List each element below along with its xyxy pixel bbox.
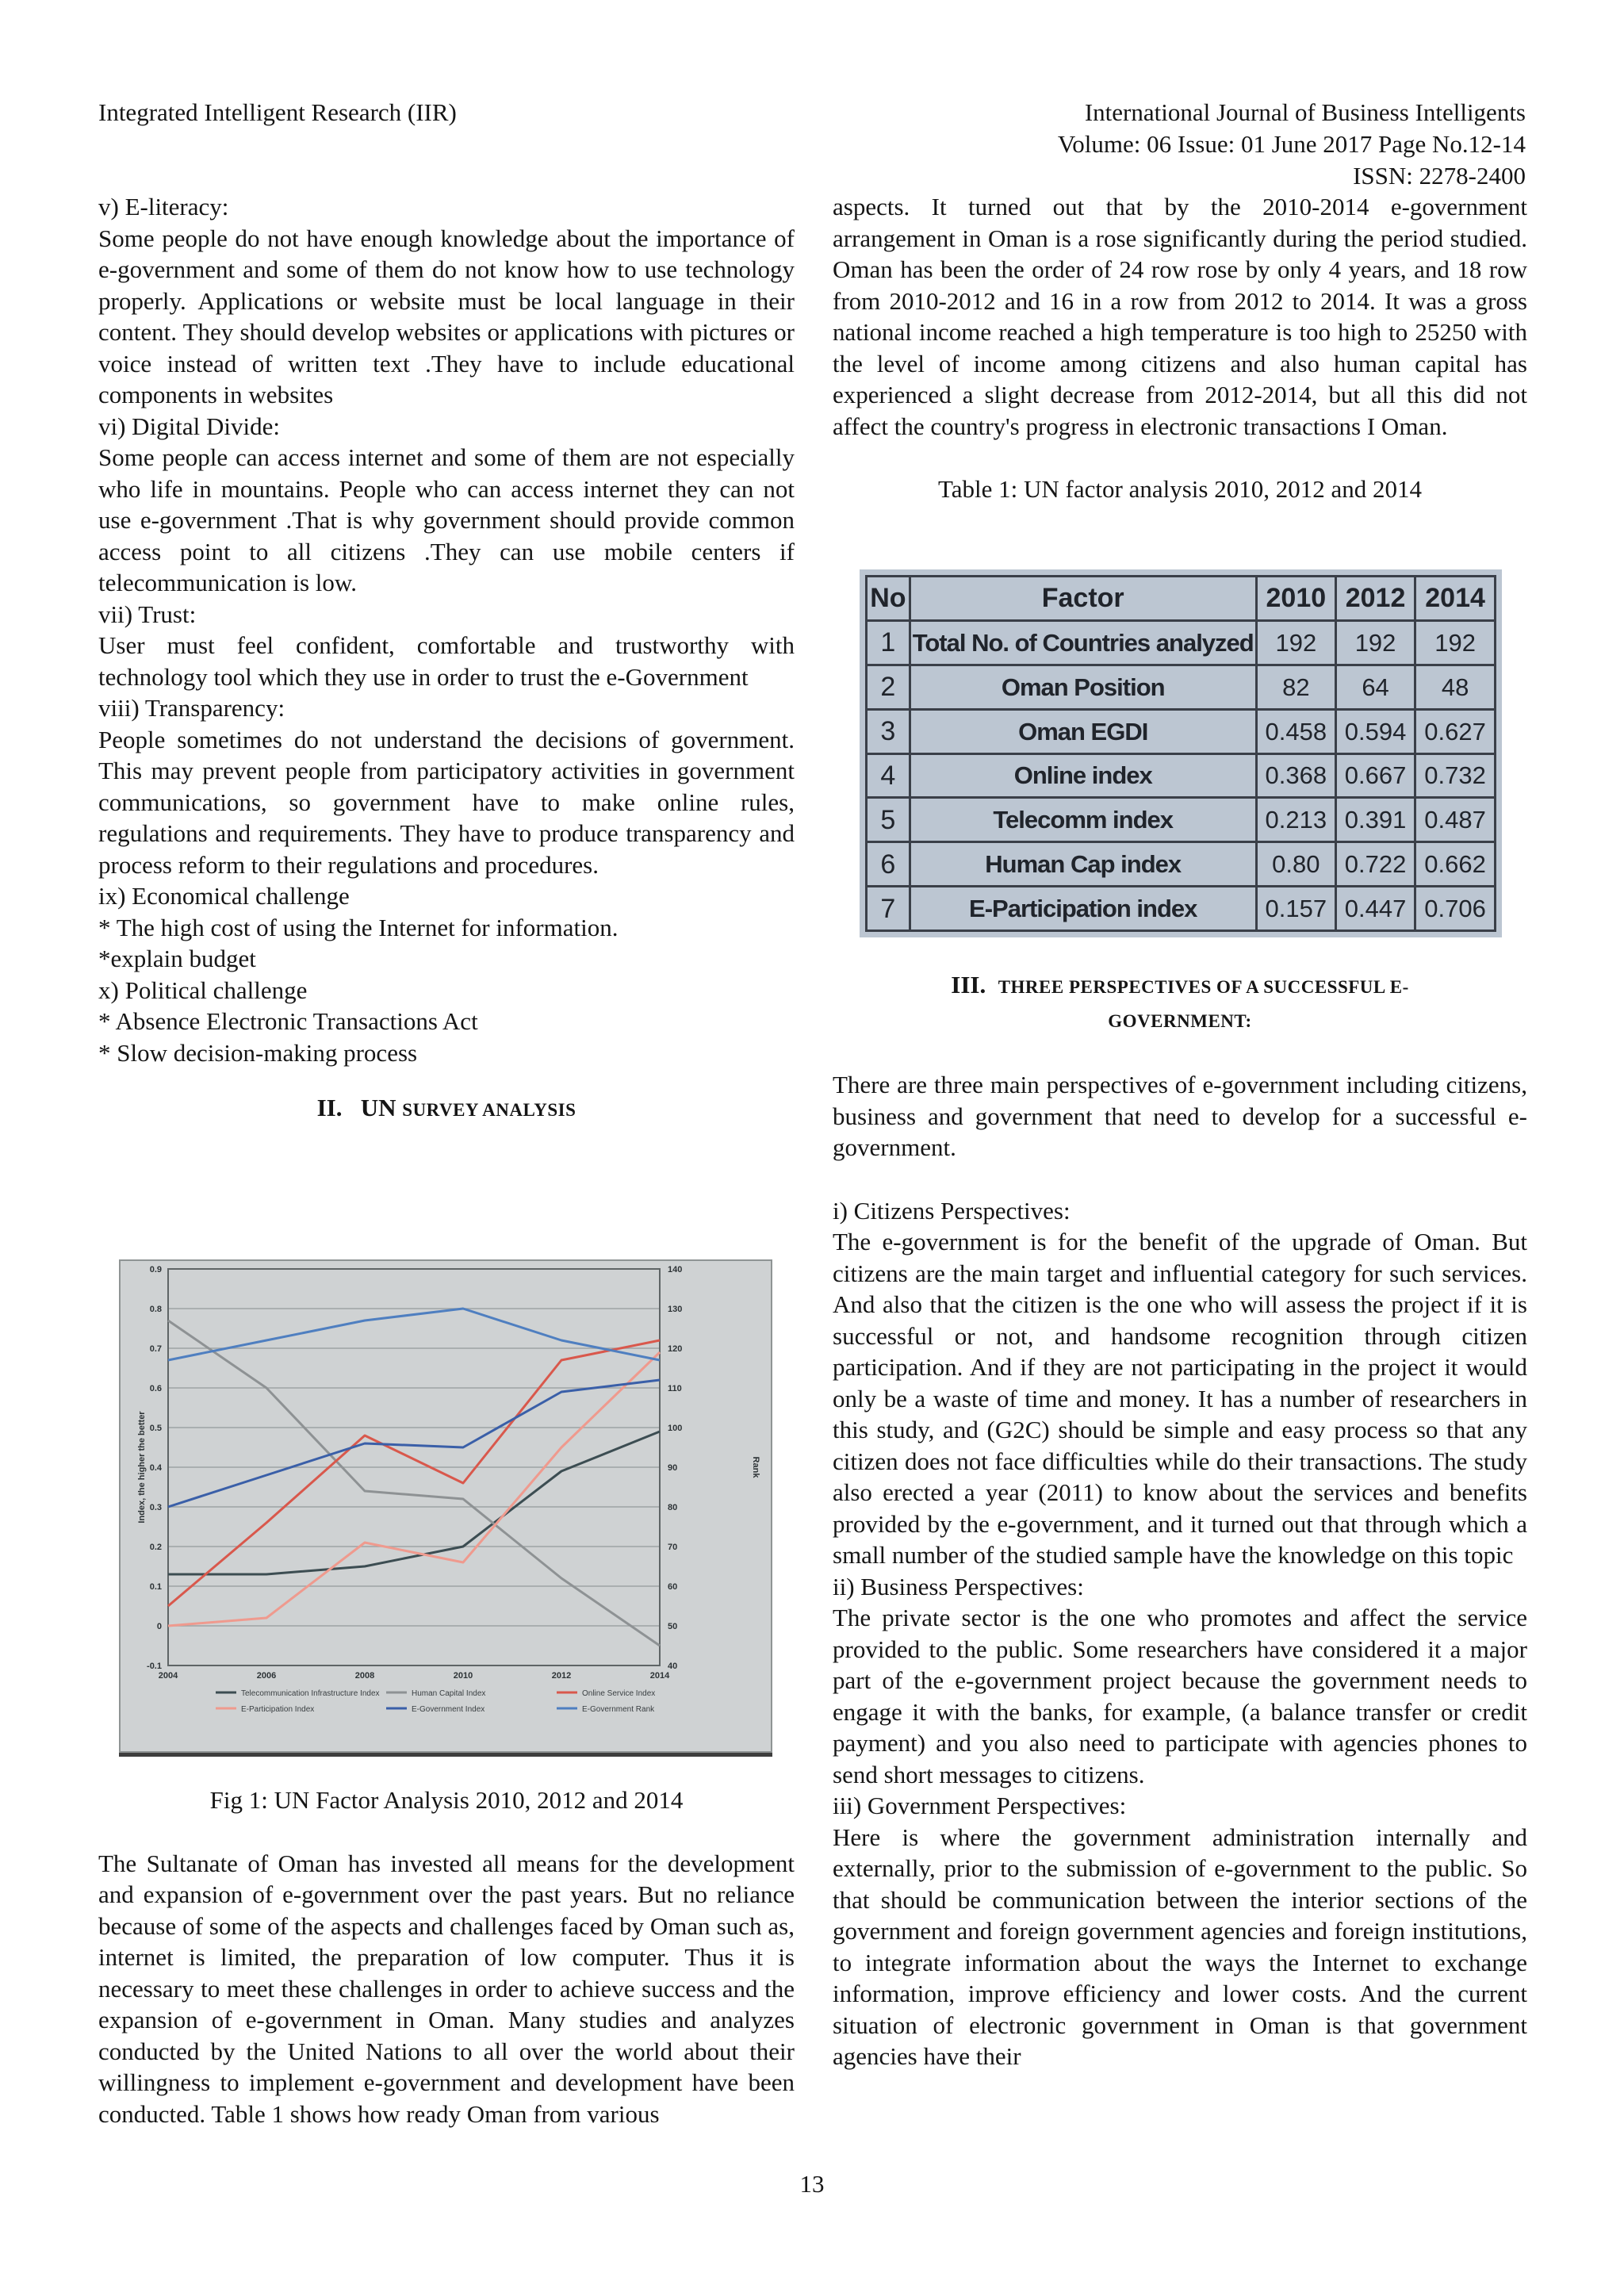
right-column-upper <box>833 191 1527 505</box>
cell-2012: 0.391 <box>1335 798 1415 842</box>
cell-2012: 0.667 <box>1335 753 1415 798</box>
un-factor-line-chart <box>121 1261 771 1751</box>
economical-item: *explain budget <box>98 945 256 972</box>
cell-factor: Oman Position <box>910 665 1256 709</box>
left-column <box>98 191 795 1126</box>
header-factor: Factor <box>910 577 1256 621</box>
challenge-body: Some people do not have enough knowledge about the importance of e-government and some of them do not know how to use technology properly. Applications or website must be local language in their content. They should develop websites or applications with pictures or voice instead of written text .They have to include educational components in websites <box>98 224 795 408</box>
right-column-lower <box>833 969 1527 2072</box>
cell-2010: 0.157 <box>1256 887 1335 931</box>
section-2-title <box>98 1092 795 1126</box>
cell-factor: Oman EGDI <box>910 709 1256 753</box>
y-tick-label: 0.5 <box>149 1424 162 1433</box>
y2-tick-label: 80 <box>668 1503 678 1512</box>
legend-label: Telecommunication Infrastructure Index <box>241 1689 380 1698</box>
table-1-caption: Table 1: UN factor analysis 2010, 2012 and 2014 <box>938 475 1422 503</box>
cell-2012: 0.722 <box>1335 842 1415 887</box>
table-1-photo <box>860 569 1502 937</box>
journal-series-header: Integrated Intelligent Research (IIR) <box>98 98 457 126</box>
cell-2012: 192 <box>1335 620 1415 665</box>
cell-2010: 0.458 <box>1256 709 1335 753</box>
political-item: * Absence Electronic Transactions Act <box>98 1007 478 1035</box>
cell-no: 7 <box>867 887 910 931</box>
cell-2014: 0.662 <box>1415 842 1496 887</box>
page-number: 13 <box>799 2170 825 2198</box>
economical-item: * The high cost of using the Internet for information. <box>98 913 619 941</box>
left-column-lower <box>98 1784 795 2129</box>
y-tick-label: 0.9 <box>149 1265 162 1274</box>
legend-label: E-Government Rank <box>582 1705 655 1714</box>
journal-info-header <box>1058 97 1526 192</box>
cell-no: 4 <box>867 753 910 798</box>
cell-2012: 64 <box>1335 665 1415 709</box>
header-2010: 2010 <box>1256 577 1335 621</box>
cell-no: 2 <box>867 665 910 709</box>
section-3-title <box>833 969 1527 1037</box>
series-line <box>168 1352 660 1626</box>
table-row <box>867 798 1496 842</box>
cell-factor: E-Participation index <box>910 887 1256 931</box>
y-tick-label: 0.1 <box>149 1582 162 1592</box>
y2-tick-label: 60 <box>668 1582 678 1592</box>
cell-2014: 192 <box>1415 620 1496 665</box>
section-2-title-first: UN <box>360 1094 396 1121</box>
legend-label: Online Service Index <box>582 1689 656 1698</box>
table-row <box>867 620 1496 665</box>
table-row <box>867 887 1496 931</box>
legend-label: Human Capital Index <box>412 1689 486 1698</box>
series-line <box>168 1380 660 1507</box>
series-line <box>168 1309 660 1360</box>
y2-tick-label: 50 <box>668 1622 678 1631</box>
header-2014: 2014 <box>1415 577 1496 621</box>
y2-tick-label: 70 <box>668 1543 678 1552</box>
section-3-title-line2: GOVERNMENT: <box>1108 1011 1252 1031</box>
header-2012: 2012 <box>1335 577 1415 621</box>
challenge-heading: vii) Trust: <box>98 600 197 628</box>
journal-title: International Journal of Business Intelligents <box>1084 98 1526 126</box>
cell-2010: 0.368 <box>1256 753 1335 798</box>
political-heading: x) Political challenge <box>98 976 308 1004</box>
un-factor-table <box>865 575 1496 932</box>
cell-no: 1 <box>867 620 910 665</box>
journal-volume-issue: Volume: 06 Issue: 01 June 2017 Page No.12-14 <box>1057 130 1526 158</box>
cell-no: 5 <box>867 798 910 842</box>
y-tick-label: -0.1 <box>147 1662 162 1671</box>
y2-tick-label: 40 <box>668 1662 678 1671</box>
cell-2010: 0.213 <box>1256 798 1335 842</box>
perspective-body: The e-government is for the benefit of the upgrade of Oman. But citizens are the main target and influential category for such services. And also that the citizen is the one who will assess the project if it is successful or not, and handsome recognition through citizen participation. And if they are not participating in the project it would only be a waste of time and money. It has a number of researchers in this study, and (G2C) should be simple and easy process so that any citizen does not face difficulties while do their transactions. The study also erected a year (2011) to know about the services and benefits provided by the e-government, and it turned out that through which a small number of the studied sample have the knowledge on this topic <box>833 1228 1527 1569</box>
cell-2014: 48 <box>1415 665 1496 709</box>
y-tick-label: 0 <box>156 1622 162 1631</box>
table-row <box>867 753 1496 798</box>
perspective-heading: ii) Business Perspectives: <box>833 1572 1084 1600</box>
journal-issn: ISSN: 2278-2400 <box>1353 162 1526 190</box>
y-tick-label: 0.2 <box>149 1543 162 1552</box>
challenge-body: User must feel confident, comfortable and trustworthy with technology tool which they use in order to trust the e-Government <box>98 631 795 691</box>
cell-factor: Telecomm index <box>910 798 1256 842</box>
y2-tick-label: 120 <box>668 1344 683 1354</box>
perspectives-intro: There are three main perspectives of e-government including citizens, business and government that need to develop for a successful e-government. <box>833 1071 1527 1161</box>
cell-2014: 0.487 <box>1415 798 1496 842</box>
y-tick-label: 0.4 <box>149 1463 162 1473</box>
cell-2014: 0.706 <box>1415 887 1496 931</box>
oman-investment-paragraph: The Sultanate of Oman has invested all means for the development and expansion of e-government over the past years. But no reliance because of some of the aspects and challenges faced by Oman such as, internet is limited, the preparation of low computer. Thus it is necessary to meet these challenges in order to achieve success and the expansion of e-government in Oman. Many studies and analyzes conducted by the United Nations to all over the world about their willingness to implement e-government and development have been conducted. Table 1 shows how ready Oman from various <box>98 1849 795 2128</box>
y2-tick-label: 100 <box>668 1424 683 1433</box>
x-tick-label: 2012 <box>551 1671 572 1681</box>
cell-factor: Human Cap index <box>910 842 1256 887</box>
legend-label: E-Government Index <box>412 1705 485 1714</box>
political-item: * Slow decision-making process <box>98 1038 418 1067</box>
series-line <box>168 1340 660 1606</box>
cell-2012: 0.447 <box>1335 887 1415 931</box>
cell-factor: Total No. of Countries analyzed <box>910 620 1256 665</box>
cell-no: 3 <box>867 709 910 753</box>
cell-2014: 0.732 <box>1415 753 1496 798</box>
x-tick-label: 2008 <box>354 1671 375 1681</box>
cell-factor: Online index <box>910 753 1256 798</box>
cell-2012: 0.594 <box>1335 709 1415 753</box>
y2-tick-label: 130 <box>668 1305 683 1314</box>
y2-tick-label: 110 <box>668 1384 682 1393</box>
perspective-body: The private sector is the one who promotes and affect the service provided to the public. Some researchers have considered it a major part of the e-government project because the government needs to engage it with the banks, for example, (a balance transfer or credit payment) and you also need to participate with agencies phones to send short messages to citizens. <box>833 1604 1527 1788</box>
y2-tick-label: 90 <box>668 1463 678 1473</box>
challenge-heading: viii) Transparency: <box>98 694 285 722</box>
y2-axis-label: Rank <box>751 1456 760 1478</box>
x-tick-label: 2004 <box>158 1671 178 1681</box>
x-tick-label: 2010 <box>453 1671 473 1681</box>
y-tick-label: 0.6 <box>149 1384 162 1393</box>
perspective-body: Here is where the government administration internally and externally, prior to the submission of e-government to the public. So that should be communication between the interior sections of the government and foreign government agencies and foreign institutions, to integrate information about the ways the Internet to exchange information, improve efficiency and lower costs. And the current situation of electronic government in Oman is that government agencies have their <box>833 1823 1527 2070</box>
section-3-title-line1: THREE PERSPECTIVES OF A SUCCESSFUL E- <box>998 977 1409 997</box>
perspective-heading: iii) Government Perspectives: <box>833 1792 1127 1819</box>
table-row <box>867 709 1496 753</box>
section-3-numeral: III. <box>951 971 986 999</box>
challenge-body: Some people can access internet and some of them are not especially who life in mountains. People who can access internet they can not use e-government .That is why government should provide common access point to all citizens .They can use mobile centers if telecommunication is low. <box>98 443 795 596</box>
table-header-row <box>867 577 1496 621</box>
cell-no: 6 <box>867 842 910 887</box>
section-2-numeral: II. <box>316 1094 343 1121</box>
table-row <box>867 665 1496 709</box>
y-tick-label: 0.8 <box>149 1305 162 1314</box>
legend-label: E-Participation Index <box>241 1705 315 1714</box>
table-row <box>867 842 1496 887</box>
challenge-heading: v) E-literacy: <box>98 193 229 220</box>
cell-2014: 0.627 <box>1415 709 1496 753</box>
figure-bottom-rule <box>119 1753 772 1757</box>
economical-heading: ix) Economical challenge <box>98 882 350 910</box>
continuation-paragraph: aspects. It turned out that by the 2010-2014 e-government arrangement in Oman is a rose significantly during the period studied. Oman has been the order of 24 row rose by only 4 years, and 18 row from 2010-2012 and 16 in a row from 2012 to 2014. It was a gross national income reached a high temperature is too high to 25250 with the level of income among citizens and also human capital has experienced a slight decrease from 2012-2014, but all this did not affect the country's progress in electronic transactions I Oman. <box>833 193 1527 440</box>
figure-1-caption: Fig 1: UN Factor Analysis 2010, 2012 and 2014 <box>209 1786 684 1814</box>
section-2-title-rest: SURVEY ANALYSIS <box>402 1100 576 1120</box>
challenge-heading: vi) Digital Divide: <box>98 412 281 440</box>
perspective-heading: i) Citizens Perspectives: <box>833 1196 1071 1225</box>
y2-tick-label: 140 <box>668 1265 683 1274</box>
x-tick-label: 2006 <box>256 1671 277 1681</box>
y-tick-label: 0.3 <box>149 1503 162 1512</box>
cell-2010: 82 <box>1256 665 1335 709</box>
cell-2010: 192 <box>1256 620 1335 665</box>
challenge-body: People sometimes do not understand the decisions of government. This may prevent people from participatory activities in government communications, so government have to make online rules, regulations and requirements. They have to produce transparency and process reform to their regulations and procedures. <box>98 725 795 879</box>
cell-2010: 0.80 <box>1256 842 1335 887</box>
y-tick-label: 0.7 <box>149 1344 162 1354</box>
x-tick-label: 2014 <box>649 1671 670 1681</box>
y-axis-label: Index, the higher the better <box>137 1411 147 1524</box>
header-no: No <box>867 577 910 621</box>
figure-1 <box>119 1259 772 1753</box>
